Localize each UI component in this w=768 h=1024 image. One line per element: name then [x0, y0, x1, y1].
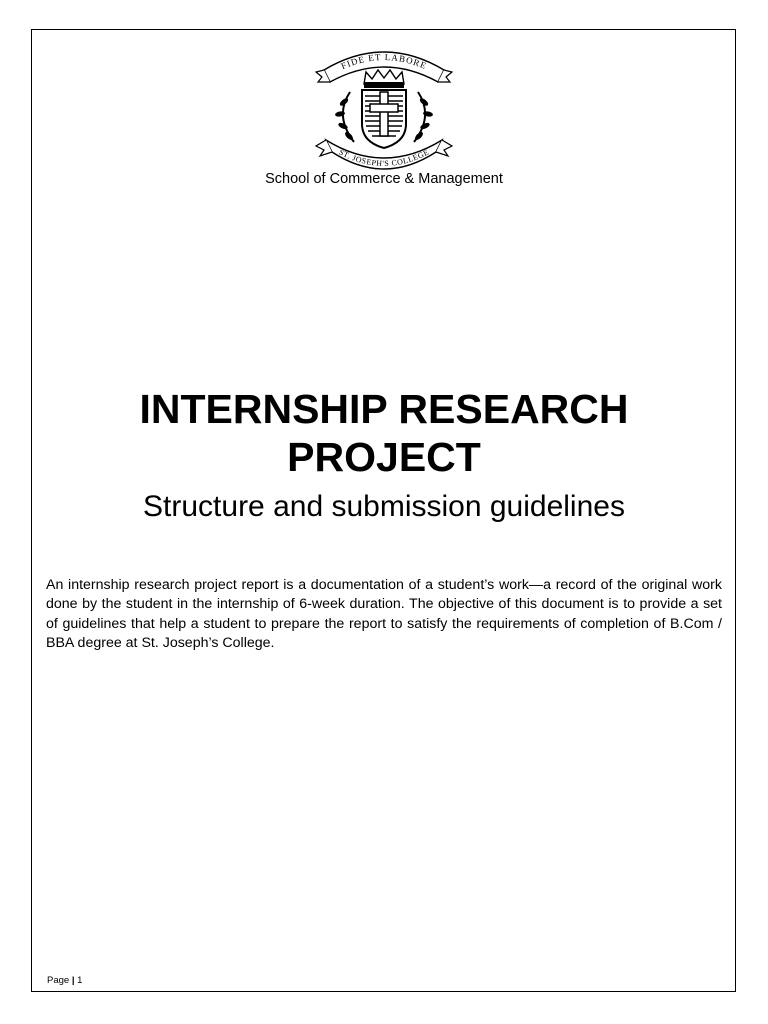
intro-paragraph: An internship research project report is a documentation of a student’s work—a record of the original work done by the student in the internship of 6-week duration. The objective of this document is to provide a set of guidelines that help a student to prepare the report to satisfy the requirements of completion of B.Com / BBA degree at St. Joseph’s College.	[46, 577, 722, 651]
page-footer	[47, 975, 82, 986]
title-line-1: INTERNSHIP RESEARCH	[139, 386, 629, 432]
college-crest-logo	[310, 46, 458, 174]
title-line-2: PROJECT	[287, 434, 481, 480]
school-name: School of Commerce & Management	[265, 171, 503, 187]
page-number: 1	[77, 975, 83, 986]
document-subtitle: Structure and submission guidelines	[143, 490, 625, 523]
document-title	[0, 385, 768, 481]
crest-motto-text: FIDE ET LABORE	[339, 51, 429, 72]
page-label: Page	[47, 975, 70, 986]
page-separator: |	[71, 975, 75, 986]
crest-college-text: ST. JOSEPH'S COLLEGE	[337, 147, 431, 169]
